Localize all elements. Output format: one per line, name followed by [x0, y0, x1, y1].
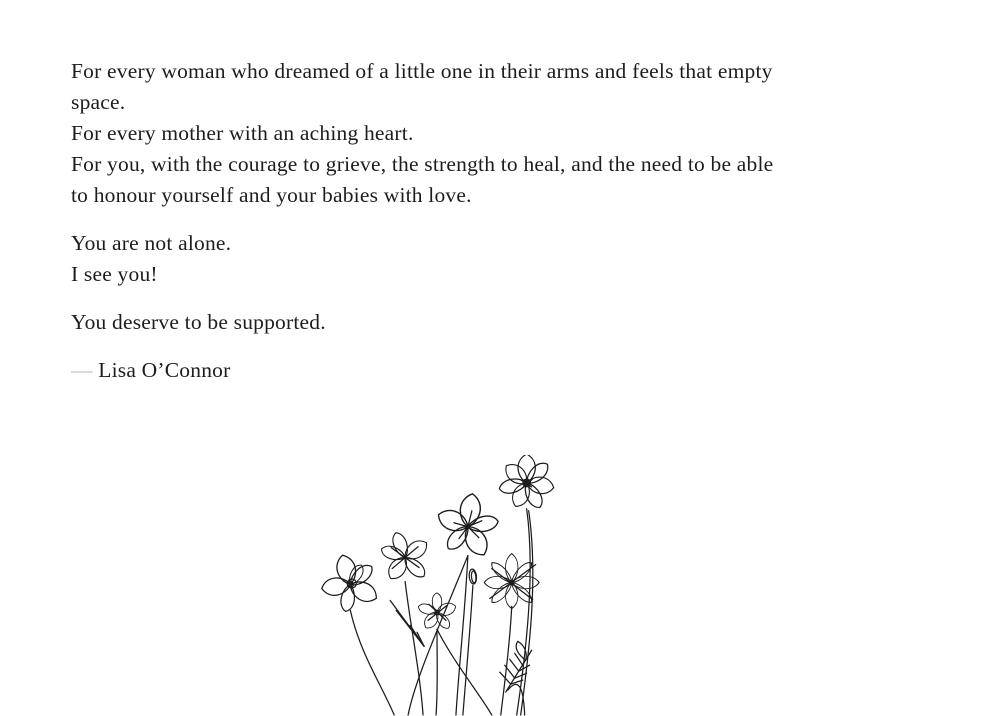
flower-bud — [469, 569, 478, 585]
flower-cosmos-top — [498, 455, 555, 511]
flower-narrow-right — [484, 554, 539, 609]
paragraph-supported — [71, 307, 861, 338]
signature-line — [71, 355, 861, 386]
text-line: You deserve to be supported. — [71, 310, 326, 334]
text-line: space. — [71, 90, 126, 114]
flower-left-middle — [379, 531, 430, 583]
stems — [350, 509, 532, 715]
text-line: I see you! — [71, 262, 158, 286]
wildflowers-illustration — [320, 455, 560, 716]
text-line: You are not alone. — [71, 231, 232, 255]
text-line: For every woman who dreamed of a little one in their arms and feels that empty — [71, 59, 773, 83]
dedication-text — [71, 56, 861, 386]
leaf-sprig — [500, 641, 532, 715]
text-line: to honour yourself and your babies with love. — [71, 183, 472, 207]
flower-small-center — [417, 593, 458, 631]
text-line: For every mother with an aching heart. — [71, 121, 414, 145]
paragraph-dedication — [71, 56, 861, 211]
paragraph-not-alone — [71, 228, 861, 290]
flower-poppy-left — [321, 553, 381, 613]
wildflowers-svg — [320, 455, 560, 716]
author-name: Lisa O’Connor — [98, 358, 231, 382]
flower-broad-middle — [435, 492, 500, 559]
signature-dash: — — [71, 358, 93, 382]
text-line: For you, with the courage to grieve, the strength to heal, and the need to be able — [71, 152, 774, 176]
